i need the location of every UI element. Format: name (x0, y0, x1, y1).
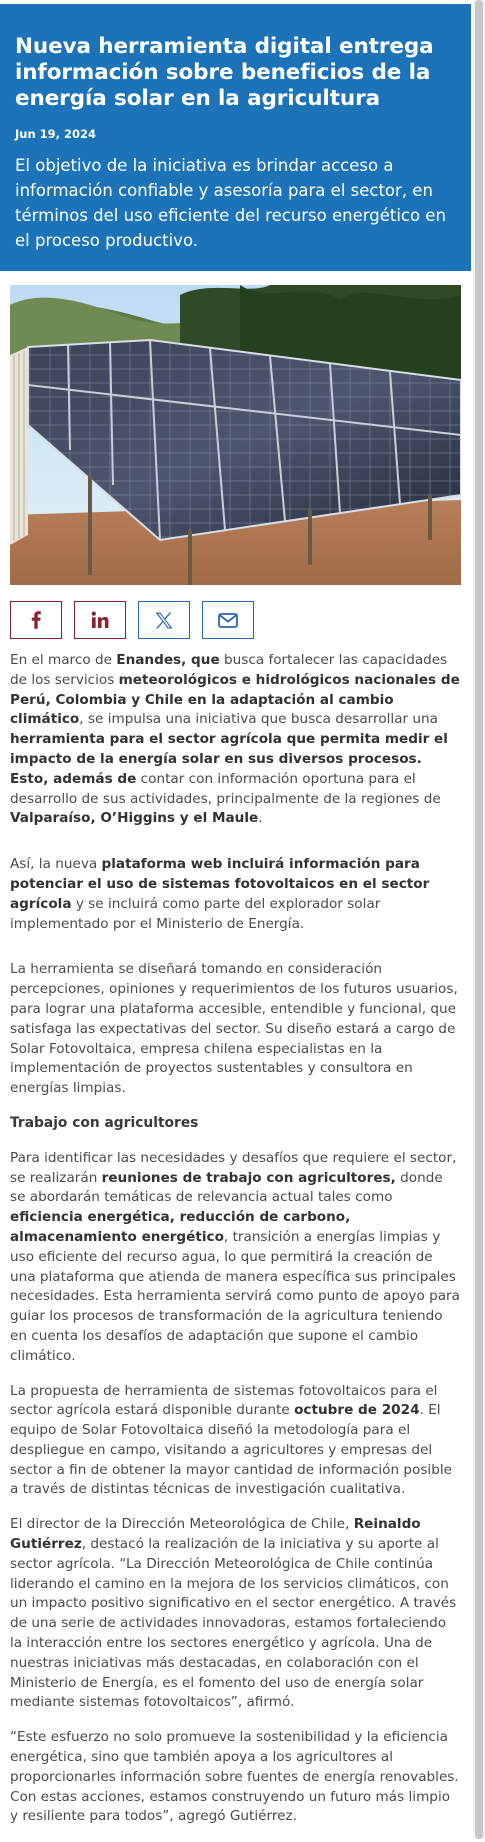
article-header (0, 4, 471, 271)
text: Para identificar las necesidades y desafíos que requiere el sector, se realizarán (10, 1149, 457, 1186)
section-heading-trabajo: Trabajo con agricultores (10, 1114, 199, 1131)
facebook-icon (28, 611, 44, 629)
text: , se impulsa una iniciativa que busca desarrollar una (79, 711, 438, 728)
share-email-button[interactable] (202, 601, 254, 639)
share-linkedin-button[interactable] (74, 601, 126, 639)
text: contar con información oportuna para el desarrollo de sus actividades, principalmente de la regiones de (10, 770, 441, 807)
solar-panels-illustration (10, 285, 461, 585)
text: y se incluirá como parte del explorador solar implementado por el Ministerio de Energía. (10, 895, 381, 932)
bold-text: eficiencia energética, reducción de carbono, almacenamiento energético (10, 1209, 351, 1245)
share-x-button[interactable] (138, 601, 190, 639)
bold-text: plataforma web incluirá información para potenciar el uso de sistemas fotovoltaicos en el sector agrícola (10, 856, 430, 912)
paragraph-quote: “Este esfuerzo no solo promueve la sostenibilidad y la eficiencia energética, sino que también apoya a los agricultores al proporcionarles información sobre fuentes de energía renovables. Con estas acciones, estamos construyendo un futuro más limpio y resiliente para todos”, agregó Gutiérrez. (10, 1729, 459, 1825)
paragraph-enandes (10, 651, 461, 829)
email-icon (218, 613, 238, 628)
text: La propuesta de herramienta de sistemas fotovoltaicos para el sector agrícola estará disponible durante (10, 1382, 438, 1419)
paragraph-propuesta (10, 1382, 461, 1501)
bold-text: meteorológicos e hidrológicos nacionales de Perú, Colombia y Chile en la adaptación al cambio climático (10, 671, 460, 728)
scrollbar-thumb[interactable] (475, 0, 483, 1839)
bold-text: Valparaíso, O’Higgins y el Maule (10, 810, 259, 827)
hero-image-solar-panels (10, 285, 461, 585)
article-date: Jun 19, 2024 (15, 127, 97, 141)
linkedin-icon (91, 611, 109, 629)
article-body (10, 651, 461, 1842)
article-lead: El objetivo de la iniciativa es brindar acceso a información confiable y asesoría para el sector, en términos del uso eficiente del recurso energético en el proceso productivo. (15, 156, 446, 250)
x-icon (155, 612, 173, 629)
paragraph-plataforma (10, 855, 461, 934)
share-facebook-button[interactable] (10, 601, 62, 639)
bold-text: Reinaldo Gutiérrez (10, 1516, 421, 1553)
text: donde se abordarán temáticas de relevancia actual tales como (10, 1169, 443, 1206)
bold-text: octubre de 2024 (294, 1402, 420, 1419)
text: . (258, 810, 263, 827)
text: busca fortalecer las capacidades de los servicios (10, 652, 448, 688)
bold-text: herramienta para el sector agrícola que permita medir el impacto de la energía solar en sus diversos procesos. Esto, además de (10, 731, 448, 787)
text: Así, la nueva (10, 856, 102, 873)
text: , transición a energías limpias y uso eficiente del recurso agua, lo que permitirá la creación de una plataforma que atienda de manera específica sus principales necesidades. Esta herramienta servirá como punto de apoyo para guiar los procesos de transformación de la agricultura teniendo en cuenta los desafíos de adaptación que supone el cambio climático. (10, 1228, 460, 1364)
text: , destacó la realización de la iniciativa y su aporte al sector agrícola. “La Dirección Meteorológica de Chile continúa liderando el camino en la mejora de los servicios climáticos, con un impacto positivo significativo en el sector energético. A través de una serie de actividades innovadoras, estamos fortaleciendo la interacción entre los sectores energético y agrícola. Una de nuestras iniciativas más destacadas, en colaboración con el Ministerio de Energía, es el fomento del uso de energía solar mediante sistemas fotovoltaicos”, afirmó. (10, 1536, 457, 1711)
text: . El equipo de Solar Fotovoltaica diseñó la metodología para el despliegue en campo, visitando a agricultores y empresas del sector a fin de obtener la mayor cantidad de información posible a través de distintas técnicas de investigación cualitativa. (10, 1402, 452, 1498)
paragraph-diseno: La herramienta se diseñará tomando en consideración percepciones, opiniones y requerimientos de los futuros usuarios, para lograr una plataforma accesible, entendible y funcional, que satisfaga las expectativas del sector. Su diseño estará a cargo de Solar Fotovoltaica, empresa chilena especialistas en la implementación de proyectos sustentables y consultora en energías limpias. (10, 961, 458, 1097)
text: En el marco de (10, 652, 117, 668)
bold-text: reuniones de trabajo con agricultores, (101, 1169, 396, 1186)
paragraph-reuniones (10, 1149, 461, 1367)
paragraph-director (10, 1515, 461, 1713)
article-title: Nueva herramienta digital entrega información sobre beneficios de la energía solar en la agricultura (15, 34, 434, 111)
text: El director de la Dirección Meteorológica de Chile, (10, 1516, 354, 1533)
bold-text: Enandes, que (116, 652, 220, 668)
